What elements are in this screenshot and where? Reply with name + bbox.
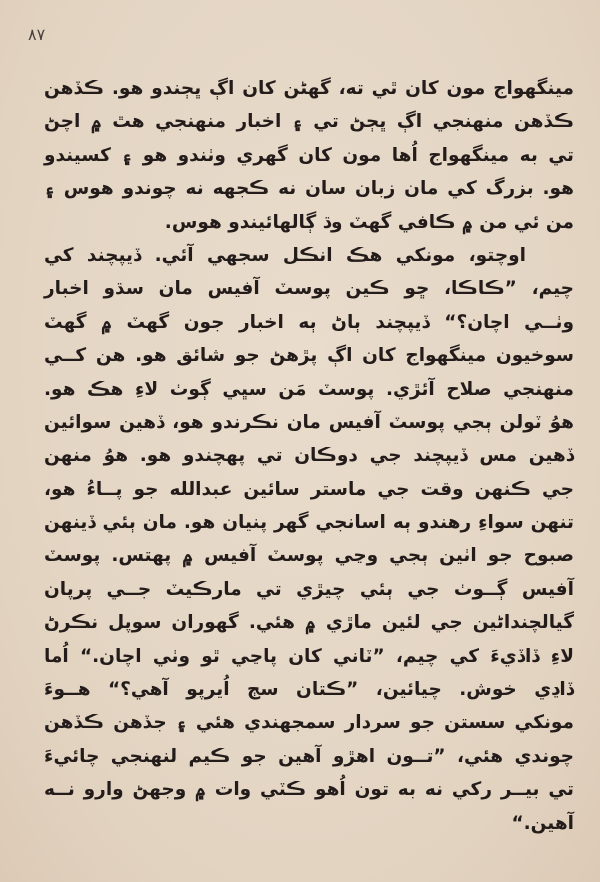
text-line: ڏهين مس ڏيپچند جي دوڪان تي پهچندو هو. هوُ منهن [44, 445, 574, 467]
text-line: مونکي سستن جو سردار سمجهندي هئي ۽ جڏهن ڪڏهن [44, 712, 574, 734]
text-line: تي به مينگهواج اُها مون کان گهري وٺندو هو ۽ کسيندو [44, 144, 574, 166]
text-line: چيم، ”ڪاڪا، ڇو ڪين پوسٽ آفيس مان سڌو اخبار [44, 278, 574, 300]
body-text [44, 72, 574, 840]
text-line-paragraph-end: آهين.“ [511, 812, 574, 834]
text-line-paragraph-start: اوچتو، مونکي هڪ انڪل سجهي آئي. ڏيپچند کي [44, 244, 526, 266]
text-line: لاءِ ڏاڏيءَ کي چيم، ”ٽاني کان پاڃي ٿو وٺي اچان.“ اُما [44, 645, 574, 667]
text-line: گيالچنداڻين جي لئين ماڙي ۾ هئي. گهوران سوپل نڪرڻ [44, 612, 574, 634]
text-line: آفيس ڳــوٺ جي ٻئي چيڙي تي مارڪيٽ جــي پرپان [44, 578, 574, 600]
text-line: ڏاڍي خوش. چيائين، ”ڪتان سڄ اُيرپو آهي؟“ هــوءَ [44, 679, 574, 701]
text-line-paragraph-end: من ئي من ۾ ڪافي گهٽ وڌ ڳالهائيندو هوس. [164, 211, 574, 233]
text-line: صبوح جو اٺين ٻجي وڃي پوسٽ آفيس ۾ پهتس. پوسٽ [44, 545, 574, 567]
text-line: مينگهواج مون کان ٿي ته، گهڻن کان اڳ ڀڄندو هو. ڪڏهن [44, 78, 574, 99]
text-line: تي بيــر رکي نه به تون اُهو ڪٽي وات ۾ وجهڻ وارو نــه [44, 779, 574, 801]
text-line: جي ڪنهن وقت جي ماستر سائين عبدالله جو پــاءُ هو، [44, 478, 574, 500]
text-line: هو. بزرگ کي مان زبان سان نه ڪجهه نه چوندو هوس ۽ [44, 178, 574, 200]
text-line: تنهن سواءِ رهندو ٻه اسانجي گهر پنيان هو. مان ٻئي ڏينهن [44, 512, 574, 534]
text-line: منهنجي صلاح آئڙي. پوسٽ مَن سڀي ڳوٺ لاءِ هڪ هو. [44, 378, 574, 400]
text-line: چوندي هئي، ”تــون اهڙو آهين جو ڪيم لنهنجي چائيءَ [44, 745, 574, 767]
text-line: سوخيون مينگهواج کان اڳ پڙهڻ جو شائق هو. هن کــي [44, 345, 574, 367]
page-number: ٨٧ [28, 25, 46, 44]
text-line: ڪڏهن منهنجي اڳ ڀڄڻ تي ۽ اخبار منهنجي هٿ ۾ اچڻ [44, 111, 574, 133]
text-line: وٺــي اچان؟“ ڏيپچند ٻاڻ ٻه اخبار جون گهٽ ۾ گهٽ [44, 311, 574, 333]
text-line: هوُ ٽولن ٻجي پوسٽ آفيس مان نڪرندو هو، ڏهين سوائين [44, 411, 574, 433]
